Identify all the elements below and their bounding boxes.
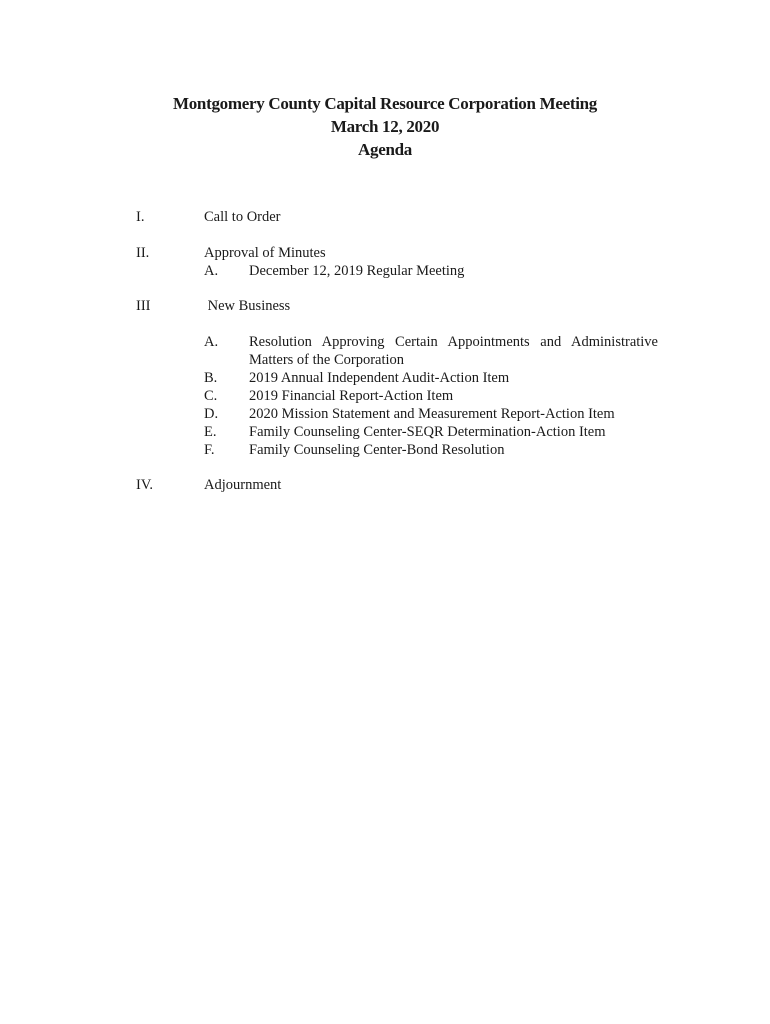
item-text: Family Counseling Center-SEQR Determination-Action Item xyxy=(249,424,606,440)
section-numeral: I. xyxy=(136,209,145,225)
section-label: New Business xyxy=(204,298,291,314)
item-letter: A. xyxy=(204,334,219,350)
organization-title: Montgomery County Capital Resource Corporation Meeting xyxy=(172,94,597,113)
item-text: 2019 Financial Report-Action Item xyxy=(249,388,454,404)
item-letter: F. xyxy=(204,442,215,458)
item-letter: B. xyxy=(204,370,218,386)
section-label: Call to Order xyxy=(204,209,281,225)
item-text: December 12, 2019 Regular Meeting xyxy=(249,263,465,279)
item-letter: C. xyxy=(204,388,218,404)
item-text: 2020 Mission Statement and Measurement Report-Action Item xyxy=(249,406,615,422)
item-text: Family Counseling Center-Bond Resolution xyxy=(249,442,505,458)
section-numeral: IV. xyxy=(136,477,154,493)
item-letter: A. xyxy=(204,263,219,279)
item-letter: E. xyxy=(204,424,217,440)
item-letter: D. xyxy=(204,406,219,422)
item-text: Resolution Approving Certain Appointments and Administrative Matters of the Corporation xyxy=(249,334,658,368)
section-numeral: III xyxy=(136,298,151,314)
section-label: Approval of Minutes xyxy=(204,245,326,261)
section-label: Adjournment xyxy=(204,477,282,493)
section-numeral: II. xyxy=(136,245,150,261)
agenda-title: Agenda xyxy=(358,140,412,159)
meeting-date: March 12, 2020 xyxy=(330,117,440,136)
item-text: 2019 Annual Independent Audit-Action Item xyxy=(249,370,510,386)
